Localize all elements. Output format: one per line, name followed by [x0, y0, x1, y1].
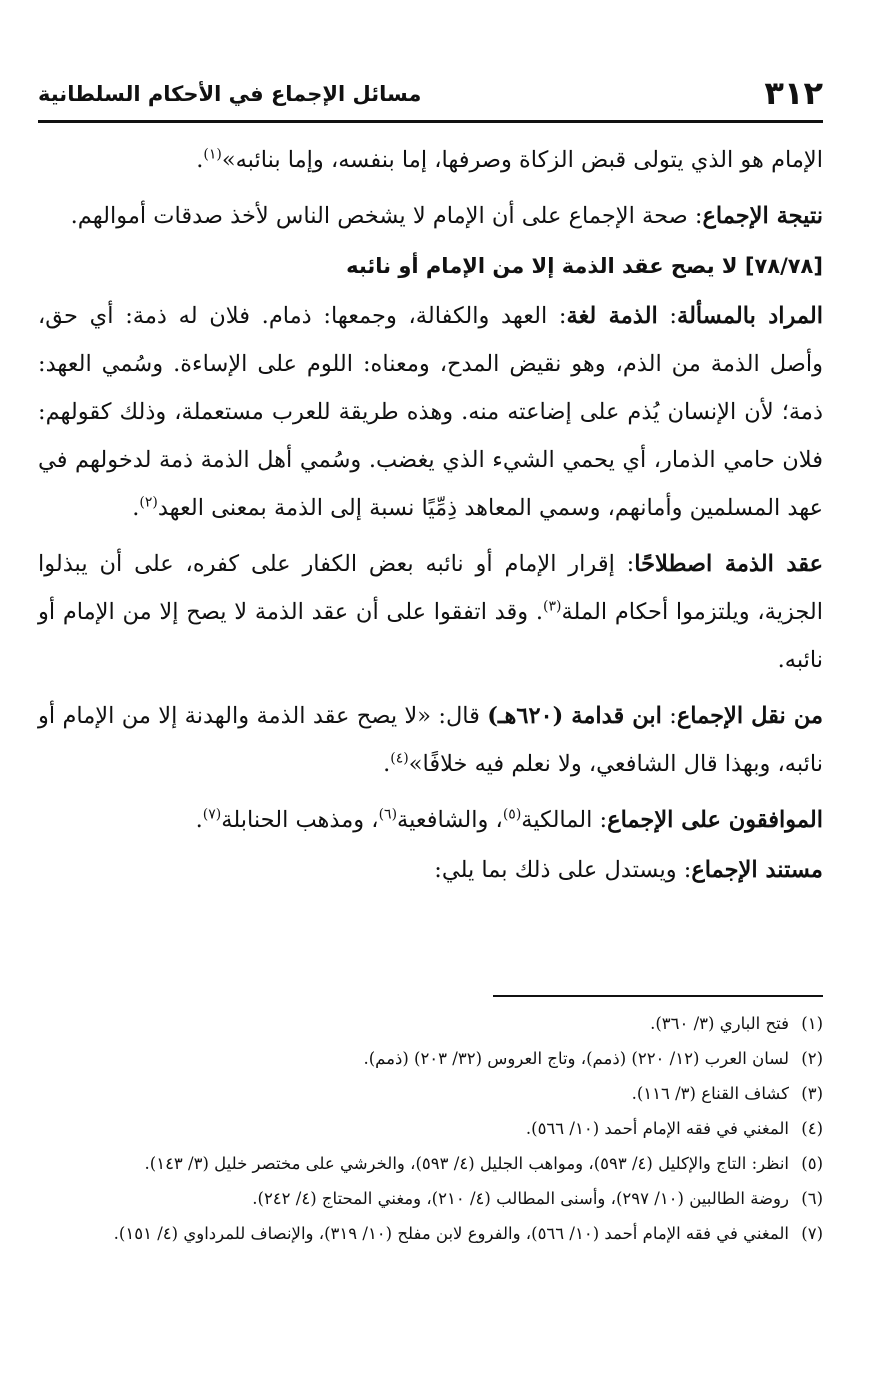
footnote-ref-3[interactable]: (٣) [543, 598, 562, 615]
page-number: ٣١٢ [764, 74, 823, 112]
footnote-4: (٤)المغني في فقه الإمام أحمد (١٠/ ٥٦٦). [525, 1119, 823, 1138]
paragraph-technical: عقد الذمة اصطلاحًا: إقرار الإمام أو نائبه بعض الكفار على كفره، على أن يبذلوا الجزية، ويلتزموا أحكام الملة$^{(٣)}$. وقد اتفقوا على أن عقد الذمة لا يصح إلا من الإمام أو نائبه. [38, 551, 824, 673]
label-technical: عقد الذمة اصطلاحًا [634, 551, 824, 577]
main-text [38, 136, 823, 902]
paragraph-agreeing: الموافقون على الإجماع: المالكية$^{(٥)}$، والشافعية$^{(٦)}$، ومذهب الحنابلة$^{(٧)}$. [195, 806, 823, 833]
footnote-2: (٢)لسان العرب (١٢/ ٢٢٠) (ذمم)، وتاج العروس (٣٢/ ٢٠٣) (ذمم). [363, 1049, 823, 1068]
footnote-ref-4[interactable]: (٤) [390, 750, 409, 767]
footnotes [38, 1008, 823, 1253]
footnote-separator [493, 995, 823, 997]
label-transmitter: من نقل الإجماع [676, 703, 823, 729]
page-header [38, 64, 823, 123]
section-heading [38, 242, 823, 290]
footnote-ref-7[interactable]: (٧) [202, 806, 222, 823]
label-basis: مستند الإجماع [691, 857, 823, 883]
footnote-ref-2[interactable]: (٢) [139, 494, 158, 511]
book-page [38, 0, 823, 1388]
paragraph-basis: مستند الإجماع: ويستدل على ذلك بما يلي: [434, 857, 823, 883]
footnote-3: (٣)كشاف القناع (٣/ ١١٦). [631, 1084, 823, 1103]
paragraph-1: الإمام هو الذي يتولى قبض الزكاة وصرفها، إما بنفسه، وإما بنائبه»$^{(١)}$. [196, 146, 823, 173]
issue-heading: [٧٨/٧٨] لا يصح عقد الذمة إلا من الإمام أو نائبه [346, 254, 823, 278]
label-meaning: المراد بالمسألة [677, 303, 824, 329]
footnote-ref-5[interactable]: (٥) [502, 806, 522, 823]
footnote-ref-1[interactable]: (١) [203, 146, 222, 163]
colon: : [657, 303, 677, 329]
paragraph-result: نتيجة الإجماع: صحة الإجماع على أن الإمام لا يشخص الناس لأخذ صدقات أموالهم. [70, 203, 823, 229]
scholar-name: ابن قدامة (٦٢٠هـ) [487, 703, 662, 729]
footnote-6: (٦)روضة الطالبين (١٠/ ٢٩٧)، وأسنى المطالب (٤/ ٢١٠)، ومغني المحتاج (٤/ ٢٤٢). [252, 1189, 823, 1208]
footnote-ref-6[interactable]: (٦) [378, 806, 398, 823]
running-title: مسائل الإجماع في الأحكام السلطانية [38, 82, 422, 106]
label-result: نتيجة الإجماع [702, 203, 823, 229]
footnote-1: (١)فتح الباري (٣/ ٣٦٠). [650, 1014, 823, 1033]
footnote-5: (٥)انظر: التاج والإكليل (٤/ ٥٩٣)، ومواهب الجليل (٤/ ٥٩٣)، والخرشي على مختصر خليل (٣/ ١٤٣). [144, 1154, 823, 1173]
paragraph-meaning: المراد بالمسألة: الذمة لغة: العهد والكفالة، وجمعها: ذمام. فلان له ذمة: أي حق، وأصل الذمة من الذم، وهو نقيض المدح، ومعناه: اللوم على الإساءة. وسُمي العهد: ذمة؛ لأن الإنسان يُذم على إضاعته منه. وهذه طريقة للعرب مستعملة، وذلك كقولهم: فلان حامي الذمار، أي يحمي الشيء الذي يغضب. وسُمي أهل الذمة ذمة لدخولهم في عهد المسلمين وأمانهم، وسمي المعاهد ذِمِّيًا نسبة إلى الذمة بمعنى العهد$^{(٢)}$. [38, 303, 824, 521]
label-agreeing: الموافقون على الإجماع [607, 807, 823, 833]
paragraph-transmitter: من نقل الإجماع: ابن قدامة (٦٢٠هـ) قال: «لا يصح عقد الذمة والهدنة إلا من الإمام أو نائبه، وبهذا قال الشافعي، ولا نعلم فيه خلافًا»$^{(٤)}$. [38, 703, 823, 777]
footnote-7: (٧)المغني في فقه الإمام أحمد (١٠/ ٥٦٦)، والفروع لابن مفلح (١٠/ ٣١٩)، والإنصاف للمرداوي (٤/ ١٥١). [113, 1224, 823, 1243]
label-linguistic: الذمة لغة [566, 303, 658, 329]
